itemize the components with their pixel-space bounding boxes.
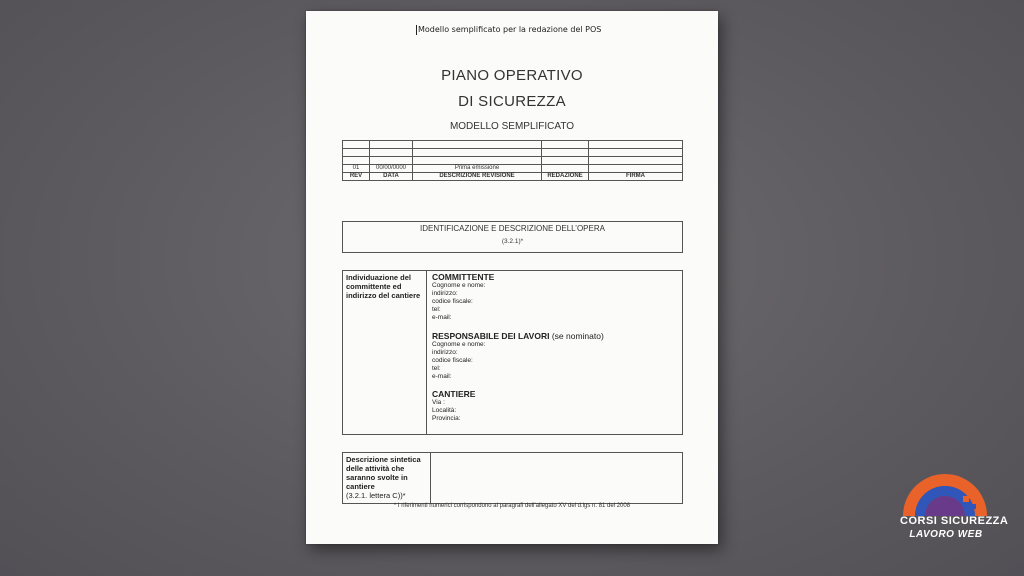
table-cell xyxy=(370,149,413,157)
table-cell xyxy=(589,157,683,165)
responsabile-note: (se nominato) xyxy=(551,331,604,341)
table-cell xyxy=(542,157,589,165)
activities-label-ref: (3.2.1. lettera C))* xyxy=(346,491,406,500)
committente-field: e-mail: xyxy=(432,314,452,321)
cantiere-field: Via : xyxy=(432,399,445,406)
client-section-fields xyxy=(429,271,682,424)
responsabile-title-text: RESPONSABILE DEI LAVORI xyxy=(432,331,550,341)
cantiere-title: CANTIERE xyxy=(432,389,476,399)
cantiere-field: Località: xyxy=(432,407,457,414)
document-subtitle: MODELLO SEMPLIFICATO xyxy=(449,121,575,132)
committente-title: COMMITTENTE xyxy=(432,272,495,282)
table-cell: 01 xyxy=(343,165,370,173)
identification-title: IDENTIFICAZIONE E DESCRIZIONE DELL’OPERA xyxy=(420,224,605,233)
table-row xyxy=(343,157,683,165)
table-cell xyxy=(343,141,370,149)
committente-field: codice fiscale: xyxy=(432,298,473,305)
column-header-rev: REV xyxy=(343,173,370,181)
responsabile-field: tel: xyxy=(432,365,441,372)
table-cell xyxy=(413,141,542,149)
table-cell xyxy=(343,149,370,157)
committente-field: indirizzo: xyxy=(432,290,458,297)
column-header-data: DATA xyxy=(370,173,413,181)
document-title-line1: PIANO OPERATIVO xyxy=(441,67,583,84)
table-cell xyxy=(589,165,683,173)
identification-box xyxy=(342,221,683,253)
column-header-descrizione: DESCRIZIONE REVISIONE xyxy=(413,173,542,181)
cantiere-field: Provincia: xyxy=(432,415,461,422)
responsabile-field: Cognome e nome: xyxy=(432,341,486,348)
table-cell xyxy=(589,141,683,149)
responsabile-field: e-mail: xyxy=(432,373,452,380)
table-row xyxy=(343,141,683,149)
activities-section xyxy=(342,452,683,504)
committente-field: Cognome e nome: xyxy=(432,282,486,289)
identification-ref: (3.2.1)* xyxy=(501,238,524,245)
table-cell xyxy=(370,157,413,165)
header-note: Modello semplificato per la redazione del POS xyxy=(418,25,602,34)
column-header-redazione: REDAZIONE xyxy=(542,173,589,181)
responsabile-title xyxy=(432,331,679,341)
table-cell xyxy=(542,141,589,149)
table-header-row xyxy=(343,173,683,181)
footnote: * I riferimenti numerici corrispondono ai paragrafi dell’allegato XV del d.lgs n. 81 del 2008 xyxy=(393,503,631,509)
client-section-label: Individuazione del committente ed indirizzo del cantiere xyxy=(343,271,427,434)
committente-field: tel: xyxy=(432,306,441,313)
table-cell xyxy=(589,149,683,157)
table-cell: Prima emissione xyxy=(413,165,542,173)
table-cell xyxy=(542,149,589,157)
column-header-firma: FIRMA xyxy=(589,173,683,181)
table-row xyxy=(343,165,683,173)
table-cell xyxy=(413,149,542,157)
revision-table xyxy=(342,140,683,181)
table-row xyxy=(343,149,683,157)
brand-logo-line1: CORSI SICUREZZA xyxy=(900,515,1009,527)
responsabile-field: codice fiscale: xyxy=(432,357,473,364)
table-cell xyxy=(370,141,413,149)
brand-logo-line2: LAVORO WEB xyxy=(909,529,983,540)
table-cell: 00/00/0000 xyxy=(370,165,413,173)
activities-label xyxy=(343,453,431,503)
table-cell xyxy=(542,165,589,173)
table-cell xyxy=(343,157,370,165)
client-section xyxy=(342,270,683,435)
document-page xyxy=(306,11,718,544)
activities-label-text: Descrizione sintetica delle attività che saranno svolte in cantiere xyxy=(346,455,421,491)
table-cell xyxy=(413,157,542,165)
responsabile-field: indirizzo: xyxy=(432,349,458,356)
document-title-line2: DI SICUREZZA xyxy=(458,93,566,110)
